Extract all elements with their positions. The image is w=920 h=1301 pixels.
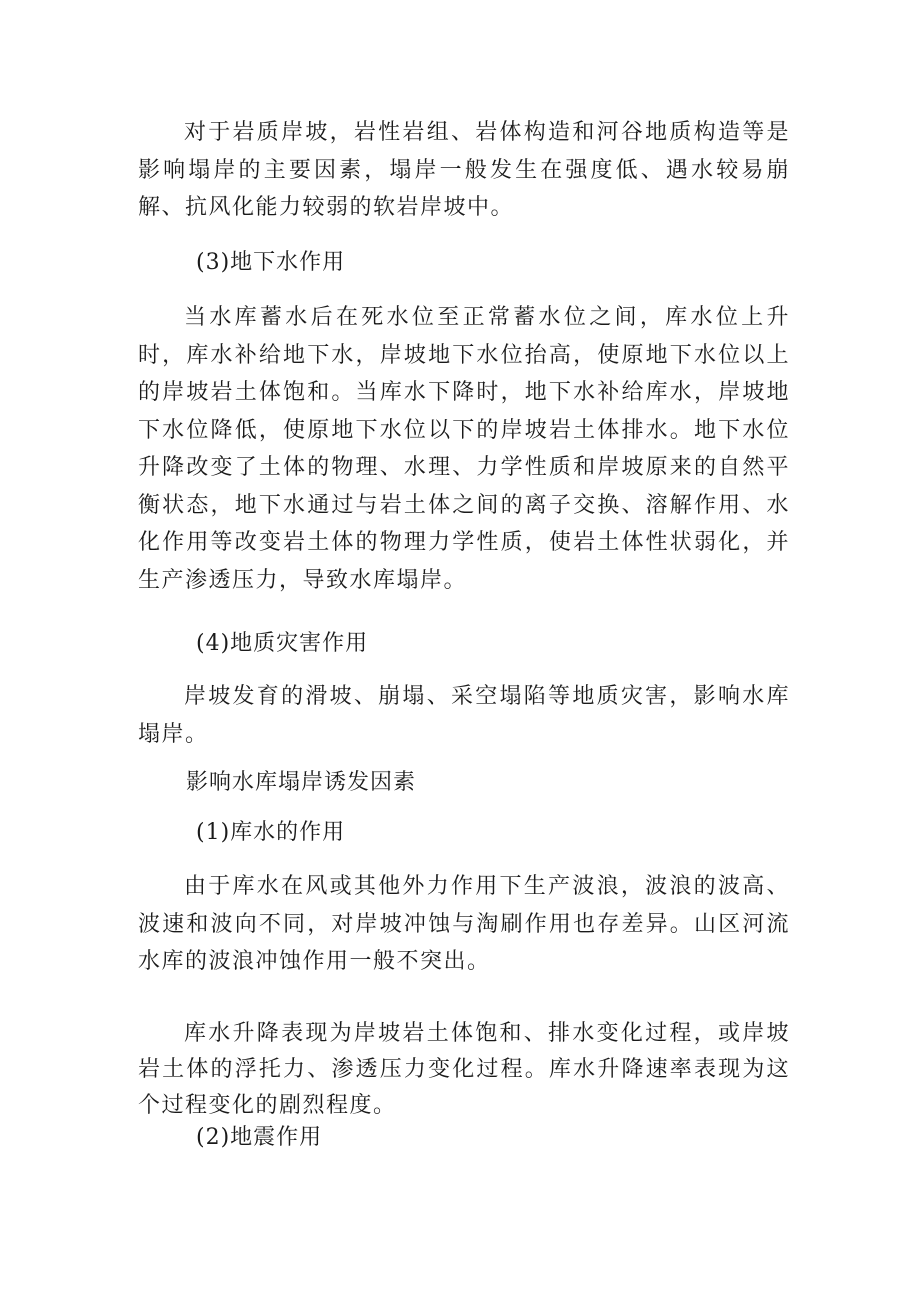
paragraph-water-level-change: 库水升降表现为岸坡岩土体饱和、排水变化过程，或岸坡岩土体的浮托力、渗透压力变化过程。库水升降速率表现为这个过程变化的剧烈程度。 [138,1021,790,1118]
section-trigger-factors: 影响水库塌岸诱发因素 [186,770,417,795]
paragraph-waves: 由于库水在风或其他外力作用下生产波浪，波浪的波高、波速和波向不同，对岸坡冲蚀与淘刷作用也存差异。山区河流水库的波浪冲蚀作用一般不突出。 [138,874,790,974]
paragraph-groundwater: 当水库蓄水后在死水位至正常蓄水位之间，库水位上升时，库水补给地下水，岸坡地下水位抬高，使原地下水位以上的岸坡岩土体饱和。当库水下降时，地下水补给库水，岸坡地下水位降低，使原地下水位以下的岸坡岩土体排水。地下水位升降改变了土体的物理、水理、力学性质和岸坡原来的自然平衡状态，地下水通过与岩土体之间的离子交换、溶解作用、水化作用等改变岩土体的物理力学性质，使岩土体性状弱化，并生产渗透压力，导致水库塌岸。 [138,305,790,593]
heading-reservoir-water: (1)库水的作用 [196,820,346,845]
paragraph-geohazard: 岸坡发育的滑坡、崩塌、采空塌陷等地质灾害，影响水库塌岸。 [138,684,790,747]
heading-earthquake: (2)地震作用 [196,1125,323,1150]
heading-geohazard: (4)地质灾害作用 [196,631,369,656]
paragraph-rock-slope-factors: 对于岩质岸坡，岩性岩组、岩体构造和河谷地质构造等是影响塌岸的主要因素，塌岸一般发生在强度低、遇水较易崩解、抗风化能力较弱的软岩岸坡中。 [138,120,790,220]
heading-groundwater: (3)地下水作用 [196,250,346,275]
